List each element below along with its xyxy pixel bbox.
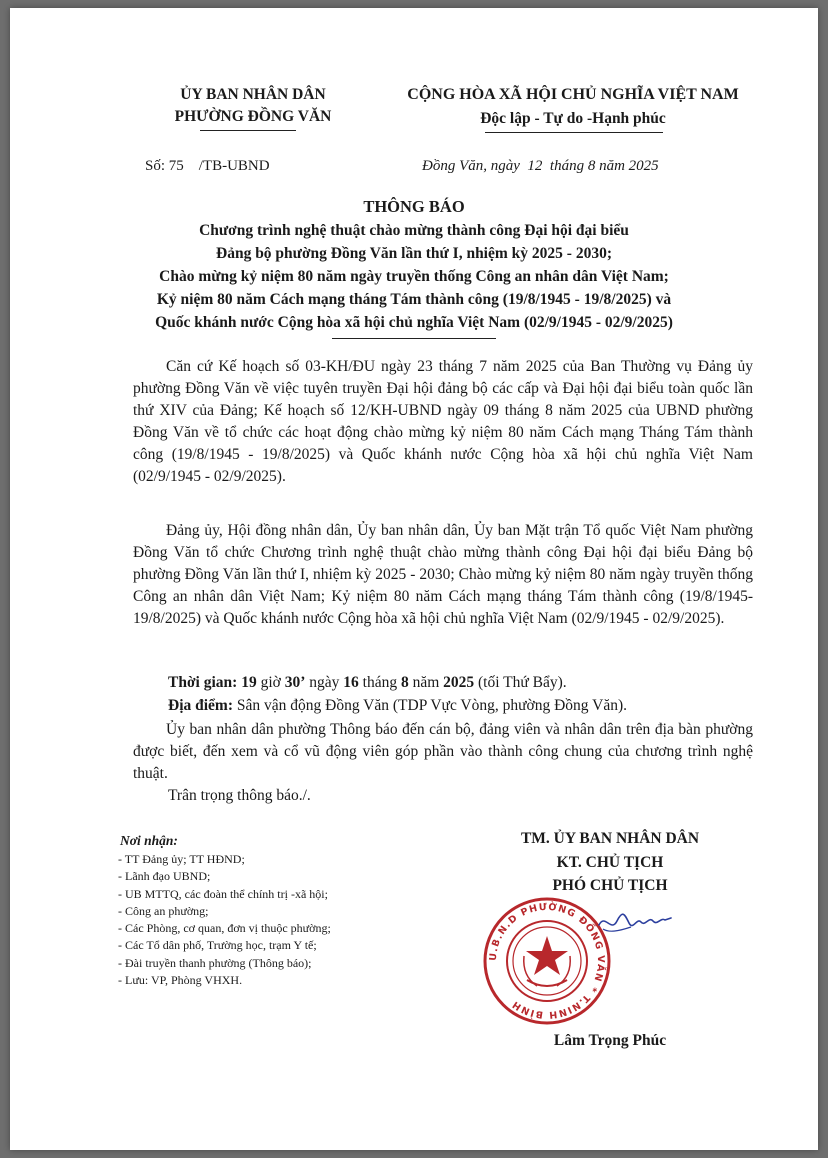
time-minute: 30’ (284, 674, 306, 691)
time-day: 16 (343, 674, 359, 691)
signature-role: KT. CHỦ TỊCH (556, 854, 664, 871)
event-time (168, 674, 567, 692)
official-seal-icon (482, 896, 612, 1026)
subtitle-underline (332, 338, 496, 339)
seal-text: U.B.N.D PHƯỜNG ĐỒNG VĂN * T.NINH BÌNH (487, 901, 607, 1021)
recipient-item: - Các Tổ dân phố, Trường học, trạm Y tế; (118, 938, 317, 953)
document-number: Số: 75 /TB-UBND (145, 158, 270, 174)
time-day-word: ngày (309, 674, 340, 691)
body-paragraph-invitation: Ủy ban nhân dân phường Thông báo đến cán bộ, đảng viên và nhân dân trên địa bàn phường được biết, đến xem và cổ vũ động viên góp phần vào thành công chung của chương trình nghệ thuật. (133, 721, 753, 782)
recipient-item: - Các Phòng, cơ quan, đơn vị thuộc phường; (118, 921, 331, 936)
subtitle-line: Chương trình nghệ thuật chào mừng thành công Đại hội đại biểu (199, 222, 629, 239)
recipient-item: - UB MTTQ, các đoàn thể chính trị -xã hội; (118, 886, 328, 901)
place-label: Địa điểm: (168, 697, 234, 714)
subtitle-line: Quốc khánh nước Cộng hòa xã hội chủ nghĩa Việt Nam (02/9/1945 - 02/9/2025) (155, 314, 673, 331)
subtitle-line: Kỷ niệm 80 năm Cách mạng tháng Tám thành công (19/8/1945 - 19/8/2025) và (156, 291, 672, 308)
time-hour-word: giờ (260, 674, 281, 691)
signature-title: PHÓ CHỦ TỊCH (552, 877, 668, 894)
document-date: Đồng Văn, ngày 12 tháng 8 năm 2025 (422, 158, 659, 174)
time-year-word: năm (412, 674, 440, 691)
subtitle-line: Chào mừng kỷ niệm 80 năm ngày truyền thống Công an nhân dân Việt Nam; (159, 268, 669, 285)
place-value: Sân vận động Đồng Văn (TDP Vực Vòng, phường Đồng Văn). (236, 697, 627, 714)
time-label: Thời gian: (168, 674, 238, 691)
time-note: (tối Thứ Bẩy). (478, 674, 567, 691)
time-month-word: tháng (362, 674, 398, 691)
subtitle-line: Đảng bộ phường Đồng Văn lần thứ I, nhiệm kỳ 2025 - 2030; (216, 245, 612, 262)
org-underline (200, 130, 296, 131)
time-month: 8 (400, 674, 409, 691)
time-hour: 19 (241, 674, 257, 691)
body-paragraph-organizers: Đảng ủy, Hội đồng nhân dân, Ủy ban nhân dân, Ủy ban Mặt trận Tổ quốc Việt Nam phường Đồng Văn tổ chức Chương trình nghệ thuật chào mừng thành công Đại hội đại biểu Đảng bộ phường Đồng Văn lần thứ I, nhiệm kỳ 2025 - 2030; Chào mừng kỷ niệm 80 năm ngày truyền thống Công an nhân dân Việt Nam; Kỷ niệm 80 năm Cách mạng tháng Tám thành công (19/8/1945- 19/8/2025) và Quốc khánh nước Cộng hòa xã hội chủ nghĩa Việt Nam (02/9/1945 - 02/9/2025). (133, 522, 753, 627)
recipient-item: - Lãnh đạo UBND; (118, 869, 211, 884)
recipient-item: - Đài truyền thanh phường (Thông báo); (118, 955, 312, 970)
time-year: 2025 (443, 674, 475, 691)
body-paragraph-basis: Căn cứ Kế hoạch số 03-KH/ĐU ngày 23 tháng 7 năm 2025 của Ban Thường vụ Đảng ủy phường Đồng Văn về việc tuyên truyền Đại hội đảng bộ các cấp và Đại hội đại biểu toàn quốc lần thứ XIV của Đảng; Kế hoạch số 12/KH-UBND ngày 09 tháng 8 năm 2025 của UBND phường Đồng Văn về tổ chức các hoạt động chào mừng kỷ niệm 80 năm Cách mạng Tháng Tám thành công (19/8/1945 - 19/8/2025) và Quốc khánh nước Cộng hòa xã hội chủ nghĩa Việt Nam (02/9/1945 - 02/9/2025). (133, 358, 753, 485)
document-title: THÔNG BÁO (363, 197, 465, 216)
recipient-item: - TT Đảng ủy; TT HĐND; (118, 852, 245, 866)
national-title: CỘNG HÒA XÃ HỘI CHỦ NGHĨA VIỆT NAM (407, 86, 739, 103)
signature-authority: TM. ỦY BAN NHÂN DÂN (520, 830, 700, 847)
closing-line: Trân trọng thông báo./. (168, 787, 311, 804)
handwritten-signature-icon (595, 903, 675, 941)
motto-underline (485, 132, 663, 133)
signer-name: Lâm Trọng Phúc (553, 1032, 667, 1049)
recipient-item: - Công an phường; (118, 903, 209, 918)
national-motto: Độc lập - Tự do -Hạnh phúc (480, 110, 666, 127)
issuing-org-line2: PHƯỜNG ĐỒNG VĂN (174, 108, 332, 125)
event-place (168, 697, 627, 715)
recipients-list (118, 851, 331, 989)
recipients-title: Nơi nhận: (120, 833, 178, 848)
issuing-org-line1: ỦY BAN NHÂN DÂN (180, 86, 326, 103)
document-page (10, 8, 818, 1150)
recipient-item: - Lưu: VP, Phòng VHXH. (118, 973, 243, 988)
